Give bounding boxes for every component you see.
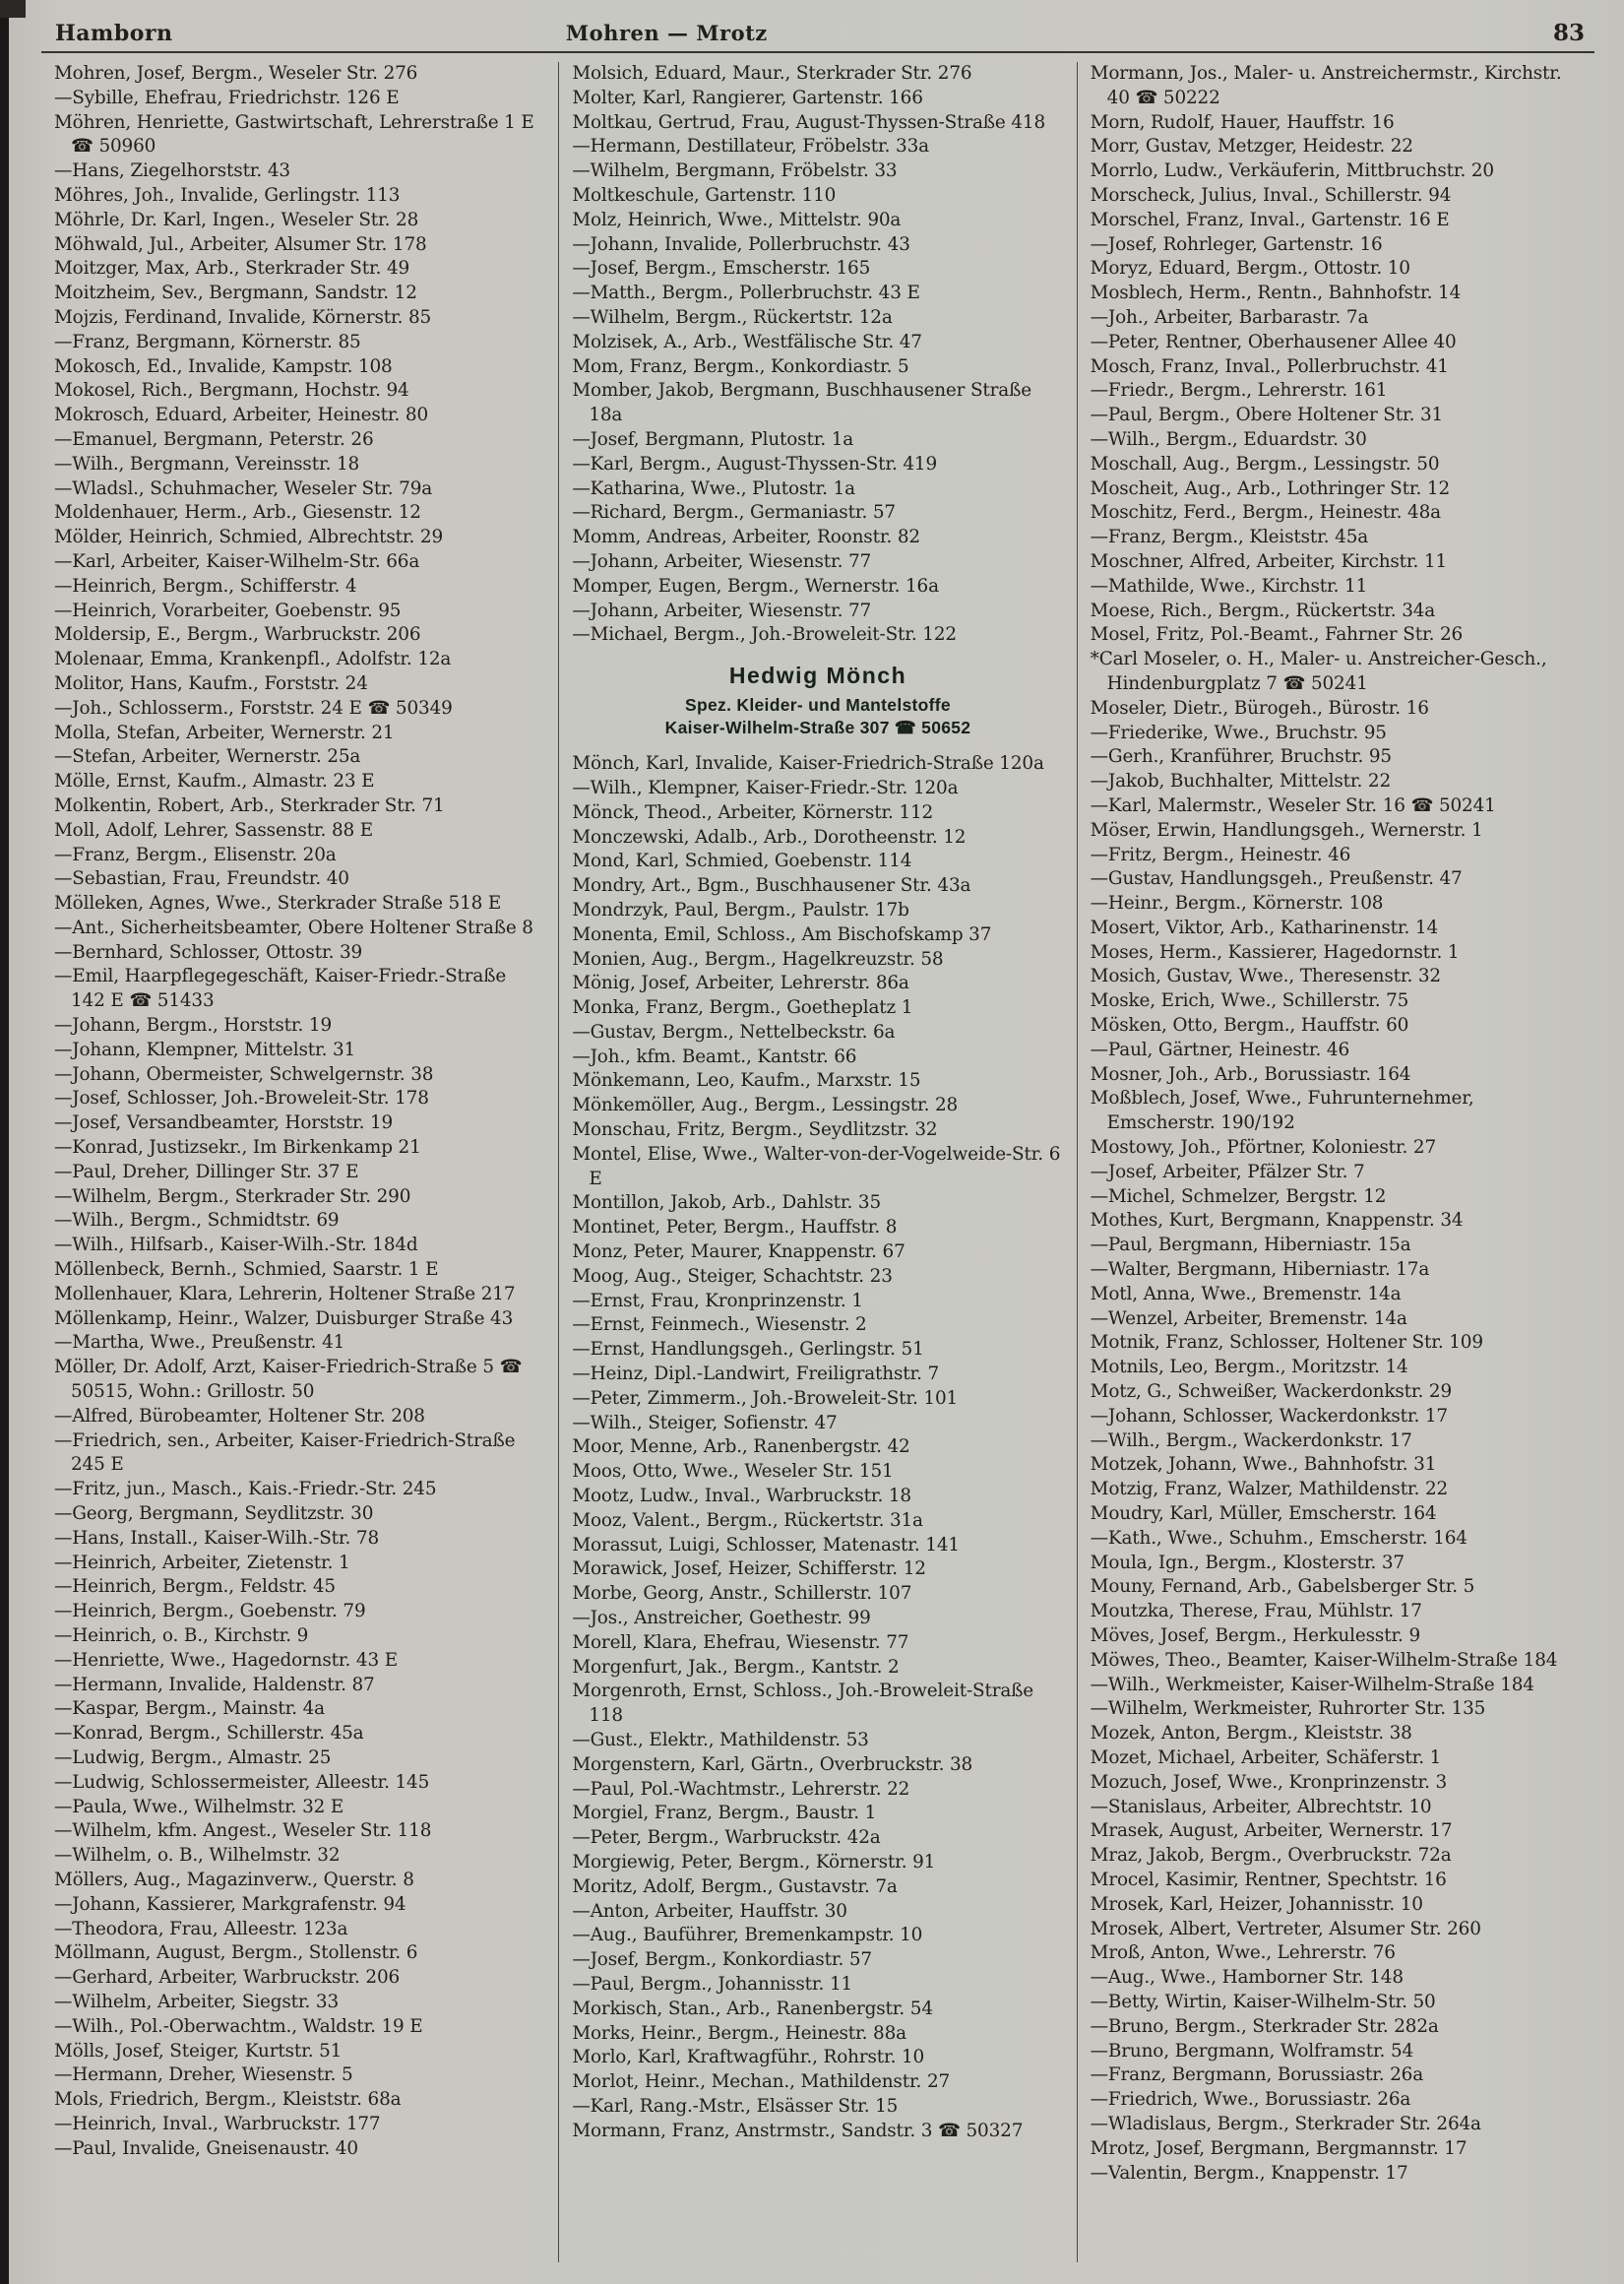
- directory-entry: —Wilh., Steiger, Sofienstr. 47: [572, 1412, 838, 1433]
- directory-entry: —Bruno, Bergmann, Wolframstr. 54: [1090, 2040, 1414, 2062]
- directory-entry: Mosblech, Herm., Rentn., Bahnhofstr. 14: [1090, 283, 1462, 304]
- directory-entry: Molz, Heinrich, Wwe., Mittelstr. 90a: [572, 209, 902, 230]
- directory-entry: Mölle, Ernst, Kaufm., Almastr. 23 E: [54, 771, 375, 793]
- directory-entry: Mönkemöller, Aug., Bergm., Lessingstr. 28: [572, 1095, 959, 1116]
- directory-entry: —Ludwig, Schlossermeister, Alleestr. 145: [54, 1771, 430, 1793]
- directory-entry: Mouny, Fernand, Arb., Gabelsberger Str. 5: [1090, 1576, 1475, 1598]
- directory-entry: Momm, Andreas, Arbeiter, Roonstr. 82: [572, 527, 920, 548]
- directory-entry: —Emanuel, Bergmann, Peterstr. 26: [54, 428, 374, 450]
- directory-entry: —Wilh., Bergm., Wackerdonkstr. 17: [1090, 1429, 1412, 1451]
- directory-entry: Mothes, Kurt, Bergmann, Knappenstr. 34: [1090, 1210, 1464, 1232]
- directory-entry: Motz, G., Schweißer, Wackerdonkstr. 29: [1090, 1381, 1452, 1403]
- directory-entry: Möhren, Henriette, Gastwirtschaft, Lehrerstraße 1 E ☎ 50960: [54, 111, 534, 158]
- directory-entry: —Bruno, Bergm., Sterkrader Str. 282a: [1090, 2015, 1439, 2037]
- directory-entry: —Friedrich, Wwe., Borussiastr. 26a: [1090, 2089, 1411, 2111]
- directory-entry: Moseler, Dietr., Bürogeh., Bürostr. 16: [1090, 697, 1429, 719]
- directory-entry: —Peter, Bergm., Warbruckstr. 42a: [572, 1827, 881, 1849]
- directory-entry: Montel, Elise, Wwe., Walter-von-der-Vogelweide-Str. 6 E: [572, 1143, 1061, 1189]
- directory-entry: —Henriette, Wwe., Hagedornstr. 43 E: [54, 1649, 398, 1671]
- directory-entry: —Friedr., Bergm., Lehrerstr. 161: [1090, 380, 1388, 402]
- directory-entry: Mom, Franz, Bergm., Konkordiastr. 5: [572, 355, 909, 377]
- directory-entry: Moschall, Aug., Bergm., Lessingstr. 50: [1090, 453, 1440, 475]
- directory-entry: —Jakob, Buchhalter, Mittelstr. 22: [1090, 771, 1391, 793]
- directory-entry: Moltkau, Gertrud, Frau, August-Thyssen-Straße 418: [572, 111, 1046, 133]
- directory-entry: Motnils, Leo, Bergm., Moritzstr. 14: [1090, 1357, 1408, 1378]
- directory-entry: Mondry, Art., Bgm., Buschhausener Str. 43a: [572, 875, 971, 897]
- column-2-entries-bottom: [572, 752, 1063, 2143]
- directory-entry: —Heinz, Dipl.-Landwirt, Freiligrathstr. 7: [572, 1364, 940, 1385]
- directory-entry: Moltkeschule, Gartenstr. 110: [572, 184, 837, 206]
- directory-entry: —Paul, Dreher, Dillinger Str. 37 E: [54, 1161, 359, 1182]
- directory-entry: Möhrle, Dr. Karl, Ingen., Weseler Str. 28: [54, 209, 419, 230]
- directory-entry: —Konrad, Bergm., Schillerstr. 45a: [54, 1723, 364, 1745]
- directory-entry: Mölder, Heinrich, Schmied, Albrechtstr. 29: [54, 527, 444, 548]
- directory-entry: Moske, Erich, Wwe., Schillerstr. 75: [1090, 990, 1409, 1012]
- directory-entry: Moitzheim, Sev., Bergmann, Sandstr. 12: [54, 283, 417, 304]
- directory-entry: —Johann, Bergm., Horststr. 19: [54, 1015, 333, 1037]
- directory-entry: Mraz, Jakob, Bergm., Overbruckstr. 72a: [1090, 1845, 1452, 1867]
- directory-entry: —Friedrich, sen., Arbeiter, Kaiser-Friedrich-Straße 245 E: [54, 1429, 516, 1476]
- directory-entry: —Karl, Malermstr., Weseler Str. 16 ☎ 50241: [1090, 794, 1496, 816]
- directory-entry: —Fritz, jun., Masch., Kais.-Friedr.-Str. 245: [54, 1479, 437, 1500]
- directory-entry: —Paula, Wwe., Wilhelmstr. 32 E: [54, 1796, 344, 1817]
- directory-entry: —Paul, Invalide, Gneisenaustr. 40: [54, 2137, 358, 2159]
- directory-entry: —Emil, Haarpflegegeschäft, Kaiser-Friedr.-Straße 142 E ☎ 51433: [54, 966, 507, 1012]
- directory-entry: —Johann, Kassierer, Markgrafenstr. 94: [54, 1893, 406, 1915]
- directory-entry: Morgenroth, Ernst, Schloss., Joh.-Broweleit-Straße 118: [572, 1681, 1034, 1727]
- directory-entry: Möllers, Aug., Magazinverw., Querstr. 8: [54, 1869, 414, 1890]
- directory-entry: Momber, Jakob, Bergmann, Buschhausener Straße 18a: [572, 380, 1031, 426]
- directory-entry: —Sebastian, Frau, Freundstr. 40: [54, 868, 349, 890]
- directory-entry: —Michael, Bergm., Joh.-Broweleit-Str. 122: [572, 624, 957, 646]
- directory-entry: Moudry, Karl, Müller, Emscherstr. 164: [1090, 1503, 1437, 1525]
- directory-entry: —Paul, Gärtner, Heinestr. 46: [1090, 1039, 1350, 1060]
- directory-entry: —Heinrich, Inval., Warbruckstr. 177: [54, 2113, 381, 2134]
- directory-entry: —Wilh., Bergmann, Vereinsstr. 18: [54, 453, 360, 475]
- directory-entry: —Joh., Arbeiter, Barbarastr. 7a: [1090, 306, 1369, 328]
- directory-entry: Molitor, Hans, Kaufm., Forststr. 24: [54, 672, 368, 694]
- directory-entry: —Franz, Bergm., Elisenstr. 20a: [54, 844, 337, 865]
- directory-entry: —Wilh., Bergm., Eduardstr. 30: [1090, 428, 1367, 450]
- directory-entry: Mozet, Michael, Arbeiter, Schäferstr. 1: [1090, 1746, 1442, 1768]
- directory-entry: Möller, Dr. Adolf, Arzt, Kaiser-Friedrich-Straße 5 ☎ 50515, Wohn.: Grillostr. 50: [54, 1357, 523, 1403]
- directory-entry: —Ernst, Handlungsgeh., Gerlingstr. 51: [572, 1339, 924, 1361]
- directory-entry: Morgenfurt, Jak., Bergm., Kantstr. 2: [572, 1656, 900, 1678]
- directory-entry: —Gerhard, Arbeiter, Warbruckstr. 206: [54, 1967, 401, 1989]
- directory-entry: Molkentin, Robert, Arb., Sterkrader Str. 71: [54, 794, 445, 816]
- directory-entry: Mroß, Anton, Wwe., Lehrerstr. 76: [1090, 1942, 1396, 1964]
- directory-entry: —Georg, Bergmann, Seydlitzstr. 30: [54, 1503, 374, 1525]
- directory-entry: Moschitz, Ferd., Bergm., Heinestr. 48a: [1090, 502, 1441, 524]
- directory-entry: Mrasek, August, Arbeiter, Wernerstr. 17: [1090, 1820, 1453, 1842]
- directory-entry: Moitzger, Max, Arb., Sterkrader Str. 49: [54, 258, 410, 280]
- directory-entry: —Paul, Pol.-Wachtmstr., Lehrerstr. 22: [572, 1778, 910, 1800]
- directory-entry: —Kaspar, Bergm., Mainstr. 4a: [54, 1698, 325, 1720]
- directory-entry: Moritz, Adolf, Bergm., Gustavstr. 7a: [572, 1875, 898, 1897]
- ad-business-name: Hedwig Mönch: [728, 663, 907, 689]
- directory-entry: Möwes, Theo., Beamter, Kaiser-Wilhelm-Straße 184: [1090, 1649, 1558, 1671]
- directory-column-1: [41, 62, 558, 2262]
- directory-entry: —Alfred, Bürobeamter, Holtener Str. 208: [54, 1405, 425, 1427]
- directory-entry: —Aug., Wwe., Hamborner Str. 148: [1090, 1967, 1404, 1989]
- directory-entry: —Wenzel, Arbeiter, Bremenstr. 14a: [1090, 1307, 1407, 1329]
- directory-entry: Morawick, Josef, Heizer, Schifferstr. 12: [572, 1558, 926, 1580]
- directory-entry: —Josef, Rohrleger, Gartenstr. 16: [1090, 233, 1383, 255]
- directory-entry: Möllmann, August, Bergm., Stollenstr. 6: [54, 1942, 418, 1964]
- directory-entry: Mosich, Gustav, Wwe., Theresenstr. 32: [1090, 966, 1441, 987]
- directory-entry: Mokosch, Ed., Invalide, Kampstr. 108: [54, 355, 393, 377]
- directory-entry: —Gustav, Bergm., Nettelbeckstr. 6a: [572, 1021, 896, 1043]
- directory-entry: Mozuch, Josef, Wwe., Kronprinzenstr. 3: [1090, 1771, 1448, 1793]
- directory-entry: Molzisek, A., Arb., Westfälische Str. 47: [572, 331, 922, 352]
- directory-entry: Mohren, Josef, Bergm., Weseler Str. 276: [54, 63, 418, 84]
- directory-entry: Morn, Rudolf, Hauer, Hauffstr. 16: [1090, 111, 1395, 133]
- directory-entry: Mollenhauer, Klara, Lehrerin, Holtener Straße 217: [54, 1283, 516, 1304]
- directory-entry: —Martha, Wwe., Preußenstr. 41: [54, 1332, 345, 1354]
- directory-entry: —Wilhelm, Bergmann, Fröbelstr. 33: [572, 160, 898, 182]
- directory-entry: —Franz, Bergmann, Körnerstr. 85: [54, 331, 361, 352]
- directory-entry: —Ant., Sicherheitsbeamter, Obere Holtener Straße 8: [54, 917, 533, 938]
- directory-entry: Motzek, Johann, Wwe., Bahnhofstr. 31: [1090, 1454, 1437, 1476]
- directory-entry: —Hans, Ziegelhorststr. 43: [54, 160, 290, 182]
- directory-entry: —Hermann, Invalide, Haldenstr. 87: [54, 1674, 375, 1695]
- directory-entry: —Johann, Obermeister, Schwelgernstr. 38: [54, 1063, 434, 1085]
- directory-entry: Moldersip, E., Bergm., Warbruckstr. 206: [54, 624, 421, 646]
- directory-entry: —Hans, Install., Kaiser-Wilh.-Str. 78: [54, 1527, 380, 1549]
- directory-entry: —Johann, Arbeiter, Wiesenstr. 77: [572, 600, 872, 621]
- directory-entry: Mormann, Jos., Maler- u. Anstreichermstr., Kirchstr. 40 ☎ 50222: [1090, 63, 1562, 108]
- directory-entry: —Franz, Bergm., Kleiststr. 45a: [1090, 527, 1369, 548]
- directory-entry: Mrotz, Josef, Bergmann, Bergmannstr. 17: [1090, 2137, 1468, 2159]
- directory-entry: —Heinrich, Bergm., Goebenstr. 79: [54, 1601, 366, 1622]
- directory-entry: Moscheit, Aug., Arb., Lothringer Str. 12: [1090, 477, 1450, 499]
- directory-entry: Molsich, Eduard, Maur., Sterkrader Str. 276: [572, 63, 972, 84]
- directory-entry: Mosch, Franz, Inval., Pollerbruchstr. 41: [1090, 355, 1449, 377]
- directory-entry: Morgiel, Franz, Bergm., Baustr. 1: [572, 1803, 877, 1824]
- directory-entry: —Stefan, Arbeiter, Wernerstr. 25a: [54, 746, 361, 768]
- directory-entry: —Heinrich, Bergm., Feldstr. 45: [54, 1576, 336, 1598]
- directory-entry: —Wilhelm, Bergm., Sterkrader Str. 290: [54, 1185, 411, 1207]
- directory-entry: —Josef, Schlosser, Joh.-Broweleit-Str. 178: [54, 1088, 429, 1110]
- directory-entry: Molter, Karl, Rangierer, Gartenstr. 166: [572, 87, 923, 108]
- header-district-label: Hamborn: [55, 21, 173, 46]
- directory-entry: —Wladislaus, Bergm., Sterkrader Str. 264a: [1090, 2113, 1481, 2134]
- directory-entry: —Jos., Anstreicher, Goethestr. 99: [572, 1608, 871, 1629]
- header-name-range: Mohren — Mrotz: [565, 21, 768, 45]
- directory-entry: Mönkemann, Leo, Kaufm., Marxstr. 15: [572, 1070, 921, 1092]
- directory-entry: —Sybille, Ehefrau, Friedrichstr. 126 E: [54, 87, 400, 108]
- directory-entry: —Heinr., Bergm., Körnerstr. 108: [1090, 893, 1384, 915]
- scan-edge-shadow: [0, 0, 9, 2284]
- directory-entry: —Joh., kfm. Beamt., Kantstr. 66: [572, 1046, 857, 1067]
- directory-entry: —Walter, Bergmann, Hiberniastr. 17a: [1090, 1259, 1430, 1281]
- directory-entry: Mosner, Joh., Arb., Borussiastr. 164: [1090, 1063, 1411, 1085]
- directory-entry: Möhwald, Jul., Arbeiter, Alsumer Str. 178: [54, 233, 427, 255]
- directory-entry: Motnik, Franz, Schlosser, Holtener Str. 109: [1090, 1332, 1483, 1354]
- directory-entry: —Wilh., Bergm., Schmidtstr. 69: [54, 1210, 340, 1232]
- directory-entry: Morscheck, Julius, Inval., Schillerstr. 94: [1090, 184, 1452, 206]
- column-3-entries: [1091, 62, 1582, 2186]
- directory-entry: Möllenbeck, Bernh., Schmied, Saarstr. 1 E: [54, 1259, 439, 1281]
- directory-entry: —Valentin, Bergm., Knappenstr. 17: [1090, 2162, 1408, 2184]
- directory-entry: Mootz, Ludw., Inval., Warbruckstr. 18: [572, 1486, 911, 1507]
- directory-entry: Mojzis, Ferdinand, Invalide, Körnerstr. 85: [54, 306, 432, 328]
- directory-entry: Monka, Franz, Bergm., Goetheplatz 1: [572, 997, 913, 1019]
- directory-entry: —Karl, Bergm., August-Thyssen-Str. 419: [572, 453, 938, 475]
- directory-entry: —Johann, Arbeiter, Wiesenstr. 77: [572, 550, 872, 572]
- directory-entry: Motl, Anna, Wwe., Bremenstr. 14a: [1090, 1283, 1402, 1304]
- directory-entry: Molla, Stefan, Arbeiter, Wernerstr. 21: [54, 722, 395, 743]
- directory-entry: Monschau, Fritz, Bergm., Seydlitzstr. 32: [572, 1119, 938, 1141]
- directory-entry: —Matth., Bergm., Pollerbruchstr. 43 E: [572, 283, 920, 304]
- directory-entry: —Heinrich, o. B., Kirchstr. 9: [54, 1625, 309, 1646]
- directory-entry: Morbe, Georg, Anstr., Schillerstr. 107: [572, 1583, 912, 1605]
- directory-entry: —Paul, Bergm., Obere Holtener Str. 31: [1090, 405, 1444, 426]
- directory-entry: —Stanislaus, Arbeiter, Albrechtstr. 10: [1090, 1796, 1432, 1817]
- directory-entry: Montillon, Jakob, Arb., Dahlstr. 35: [572, 1192, 881, 1214]
- directory-entry: —Fritz, Bergm., Heinestr. 46: [1090, 844, 1351, 865]
- directory-entry: Morschel, Franz, Inval., Gartenstr. 16 E: [1090, 209, 1450, 230]
- directory-entry: —Anton, Arbeiter, Hauffstr. 30: [572, 1900, 847, 1922]
- directory-entry: Moldenhauer, Herm., Arb., Giesenstr. 12: [54, 502, 421, 524]
- directory-entry: —Ernst, Feinmech., Wiesenstr. 2: [572, 1314, 867, 1336]
- directory-entry: —Betty, Wirtin, Kaiser-Wilhelm-Str. 50: [1090, 1991, 1436, 2012]
- directory-entry: Mölleken, Agnes, Wwe., Sterkrader Straße 518 E: [54, 893, 502, 915]
- directory-entry: —Hermann, Dreher, Wiesenstr. 5: [54, 2064, 353, 2086]
- directory-entry: Moschner, Alfred, Arbeiter, Kirchstr. 11: [1090, 550, 1448, 572]
- directory-entry: Moutzka, Therese, Frau, Mühlstr. 17: [1090, 1601, 1422, 1622]
- directory-entry: Moryz, Eduard, Bergm., Ottostr. 10: [1090, 258, 1410, 280]
- directory-entry: —Gerh., Kranführer, Bruchstr. 95: [1090, 746, 1392, 768]
- directory-entry: Möllenkamp, Heinr., Walzer, Duisburger Straße 43: [54, 1307, 514, 1329]
- directory-entry: *Carl Moseler, o. H., Maler- u. Anstreicher-Gesch., Hindenburgplatz 7 ☎ 50241: [1090, 649, 1547, 694]
- directory-entry: Mrocel, Kasimir, Rentner, Spechtstr. 16: [1090, 1869, 1447, 1890]
- directory-entry: Mokrosch, Eduard, Arbeiter, Heinestr. 80: [54, 405, 429, 426]
- directory-entry: Mrosek, Karl, Heizer, Johannisstr. 10: [1090, 1893, 1423, 1915]
- directory-entry: —Joh., Schlosserm., Forststr. 24 E ☎ 50349: [54, 697, 453, 719]
- directory-entry: —Wilh., Hilfsarb., Kaiser-Wilh.-Str. 184d: [54, 1235, 418, 1256]
- directory-entry: Morlo, Karl, Kraftwagführ., Rohrstr. 10: [572, 2047, 925, 2068]
- directory-entry: —Josef, Bergm., Konkordiastr. 57: [572, 1949, 872, 1971]
- directory-entry: —Wilh., Pol.-Oberwachtm., Waldstr. 19 E: [54, 2015, 423, 2037]
- directory-entry: —Johann, Schlosser, Wackerdonkstr. 17: [1090, 1405, 1448, 1427]
- directory-entry: Mösken, Otto, Bergm., Hauffstr. 60: [1090, 1015, 1409, 1037]
- directory-entry: —Wilhelm, o. B., Wilhelmstr. 32: [54, 1845, 341, 1867]
- directory-entry: Moos, Otto, Wwe., Weseler Str. 151: [572, 1461, 894, 1483]
- directory-entry: —Friederike, Wwe., Bruchstr. 95: [1090, 722, 1387, 743]
- directory-entry: Morlot, Heinr., Mechan., Mathildenstr. 27: [572, 2071, 951, 2093]
- directory-entry: Möhres, Joh., Invalide, Gerlingstr. 113: [54, 184, 401, 206]
- directory-entry: —Josef, Versandbeamter, Horststr. 19: [54, 1112, 394, 1134]
- ad-description: Spez. Kleider- und Mantelstoffe: [685, 695, 951, 716]
- directory-entry: —Konrad, Justizsekr., Im Birkenkamp 21: [54, 1137, 421, 1159]
- directory-entry: Mölls, Josef, Steiger, Kurtstr. 51: [54, 2040, 343, 2062]
- directory-entry: Monenta, Emil, Schloss., Am Bischofskamp 37: [572, 923, 992, 945]
- directory-entry: Motzig, Franz, Walzer, Mathildenstr. 22: [1090, 1479, 1449, 1500]
- directory-entry: —Theodora, Frau, Alleestr. 123a: [54, 1918, 348, 1939]
- directory-entry: —Wilhelm, Bergm., Rückertstr. 12a: [572, 306, 893, 328]
- directory-entry: —Franz, Bergmann, Borussiastr. 26a: [1090, 2064, 1424, 2086]
- column-2-entries-top: [572, 62, 1063, 648]
- directory-entry: —Ludwig, Bergm., Almastr. 25: [54, 1746, 332, 1768]
- directory-entry: —Karl, Rang.-Mstr., Elsässer Str. 15: [572, 2095, 899, 2117]
- directory-entry: Morkisch, Stan., Arb., Ranenbergstr. 54: [572, 1998, 933, 2019]
- directory-entry: —Richard, Bergm., Germaniastr. 57: [572, 502, 896, 524]
- directory-entry: Moor, Menne, Arb., Ranenbergstr. 42: [572, 1436, 910, 1458]
- directory-entry: —Mathilde, Wwe., Kirchstr. 11: [1090, 575, 1368, 597]
- directory-entry: Monz, Peter, Maurer, Knappenstr. 67: [572, 1241, 906, 1263]
- page-header: [41, 20, 1594, 53]
- directory-entry: Morell, Klara, Ehefrau, Wiesenstr. 77: [572, 1631, 909, 1653]
- directory-entry: —Josef, Bergmann, Plutostr. 1a: [572, 428, 854, 450]
- directory-entry: —Bernhard, Schlosser, Ottostr. 39: [54, 941, 363, 963]
- directory-entry: Monien, Aug., Bergm., Hagelkreuzstr. 58: [572, 948, 944, 970]
- directory-entry: Momper, Eugen, Bergm., Wernerstr. 16a: [572, 575, 939, 597]
- directory-entry: —Paul, Bergmann, Hiberniastr. 15a: [1090, 1235, 1411, 1256]
- directory-entry: Mond, Karl, Schmied, Goebenstr. 114: [572, 851, 912, 872]
- directory-entry: —Heinrich, Vorarbeiter, Goebenstr. 95: [54, 600, 402, 621]
- directory-entry: Mondrzyk, Paul, Bergm., Paulstr. 17b: [572, 899, 909, 920]
- directory-entry: —Michel, Schmelzer, Bergstr. 12: [1090, 1185, 1387, 1207]
- ad-address-phone: Kaiser-Wilhelm-Straße 307 ☎ 50652: [664, 718, 971, 738]
- directory-entry: Morgenstern, Karl, Gärtn., Overbruckstr. 38: [572, 1753, 973, 1775]
- directory-entry: Mosert, Viktor, Arb., Katharinenstr. 14: [1090, 917, 1439, 938]
- directory-entry: —Peter, Rentner, Oberhausener Allee 40: [1090, 331, 1457, 352]
- directory-entry: —Wilhelm, kfm. Angest., Weseler Str. 118: [54, 1820, 432, 1842]
- directory-entry: —Wladsl., Schuhmacher, Weseler Str. 79a: [54, 477, 433, 499]
- directory-entry: Mönck, Theod., Arbeiter, Körnerstr. 112: [572, 801, 934, 823]
- directory-entry: Moula, Ign., Bergm., Klosterstr. 37: [1090, 1552, 1405, 1573]
- directory-entry: Mönch, Karl, Invalide, Kaiser-Friedrich-Straße 120a: [572, 753, 1044, 775]
- directory-entry: —Aug., Bauführer, Bremenkampstr. 10: [572, 1925, 923, 1946]
- directory-entry: Morr, Gustav, Metzger, Heidestr. 22: [1090, 136, 1413, 158]
- directory-entry: Mormann, Franz, Anstrmstr., Sandstr. 3 ☎ 50327: [572, 2120, 1024, 2141]
- directory-entry: —Karl, Arbeiter, Kaiser-Wilhelm-Str. 66a: [54, 550, 420, 572]
- directory-entry: —Wilh., Klempner, Kaiser-Friedr.-Str. 120a: [572, 777, 959, 798]
- directory-entry: —Ernst, Frau, Kronprinzenstr. 1: [572, 1290, 863, 1311]
- directory-entry: Montinet, Peter, Bergm., Hauffstr. 8: [572, 1217, 898, 1238]
- directory-entry: Moll, Adolf, Lehrer, Sassenstr. 88 E: [54, 819, 374, 841]
- directory-entry: Moese, Rich., Bergm., Rückertstr. 34a: [1090, 600, 1436, 621]
- directory-entry: Morassut, Luigi, Schlosser, Matenastr. 141: [572, 1534, 960, 1555]
- directory-entry: —Wilhelm, Werkmeister, Ruhrorter Str. 135: [1090, 1698, 1486, 1720]
- directory-entry: —Heinrich, Arbeiter, Zietenstr. 1: [54, 1552, 350, 1573]
- directory-entry: —Johann, Invalide, Pollerbruchstr. 43: [572, 233, 910, 255]
- directory-entry: Möves, Josef, Bergm., Herkulesstr. 9: [1090, 1625, 1421, 1646]
- directory-entry: Mrosek, Albert, Vertreter, Alsumer Str. 260: [1090, 1918, 1481, 1939]
- directory-entry: —Gustav, Handlungsgeh., Preußenstr. 47: [1090, 868, 1463, 890]
- directory-entry: Morks, Heinr., Bergm., Heinestr. 88a: [572, 2022, 906, 2044]
- directory-entry: Mokosel, Rich., Bergmann, Hochstr. 94: [54, 380, 409, 402]
- directory-entry: Moßblech, Josef, Wwe., Fuhrunternehmer, Emscherstr. 190/192: [1090, 1088, 1474, 1134]
- directory-column-2: [558, 62, 1076, 2262]
- directory-entry: Mols, Friedrich, Bergm., Kleiststr. 68a: [54, 2089, 402, 2111]
- column-1-entries: [54, 62, 545, 2162]
- directory-columns: [41, 53, 1594, 2262]
- directory-entry: Mönig, Josef, Arbeiter, Lehrerstr. 86a: [572, 973, 909, 994]
- directory-entry: —Gust., Elektr., Mathildenstr. 53: [572, 1730, 869, 1750]
- directory-entry: —Josef, Arbeiter, Pfälzer Str. 7: [1090, 1161, 1365, 1182]
- directory-entry: Mostowy, Joh., Pförtner, Koloniestr. 27: [1090, 1137, 1437, 1159]
- directory-entry: Monczewski, Adalb., Arb., Dorotheenstr. 12: [572, 826, 967, 848]
- directory-entry: —Wilh., Werkmeister, Kaiser-Wilhelm-Straße 184: [1090, 1674, 1534, 1695]
- directory-entry: Mosel, Fritz, Pol.-Beamt., Fahrner Str. 26: [1090, 624, 1464, 646]
- directory-entry: Mooz, Valent., Bergm., Rückertstr. 31a: [572, 1509, 923, 1531]
- directory-entry: Moog, Aug., Steiger, Schachtstr. 23: [572, 1265, 893, 1287]
- directory-entry: —Johann, Klempner, Mittelstr. 31: [54, 1039, 356, 1060]
- directory-entry: Möser, Erwin, Handlungsgeh., Wernerstr. 1: [1090, 819, 1483, 841]
- directory-entry: —Hermann, Destillateur, Fröbelstr. 33a: [572, 136, 929, 158]
- directory-entry: —Heinrich, Bergm., Schifferstr. 4: [54, 575, 357, 597]
- directory-entry: —Kath., Wwe., Schuhm., Emscherstr. 164: [1090, 1527, 1468, 1549]
- directory-entry: —Peter, Zimmerm., Joh.-Broweleit-Str. 101: [572, 1387, 959, 1409]
- directory-entry: Morgiewig, Peter, Bergm., Körnerstr. 91: [572, 1851, 936, 1872]
- directory-entry: Molenaar, Emma, Krankenpfl., Adolfstr. 12a: [54, 649, 452, 670]
- directory-entry: —Paul, Bergm., Johannisstr. 11: [572, 1973, 853, 1995]
- scan-corner-shadow: [0, 0, 26, 18]
- directory-entry: —Wilhelm, Arbeiter, Siegstr. 33: [54, 1991, 339, 2012]
- directory-entry: —Josef, Bergm., Emscherstr. 165: [572, 258, 871, 280]
- directory-entry: Mozek, Anton, Bergm., Kleiststr. 38: [1090, 1723, 1412, 1745]
- directory-column-3: [1077, 62, 1594, 2262]
- page-number: 83: [1552, 20, 1585, 46]
- advertisement-hedwig-moench: [572, 663, 1063, 739]
- directory-entry: —Katharina, Wwe., Plutostr. 1a: [572, 477, 855, 499]
- directory-entry: Moses, Herm., Kassierer, Hagedornstr. 1: [1090, 941, 1460, 963]
- directory-entry: Morrlo, Ludw., Verkäuferin, Mittbruchstr. 20: [1090, 160, 1494, 182]
